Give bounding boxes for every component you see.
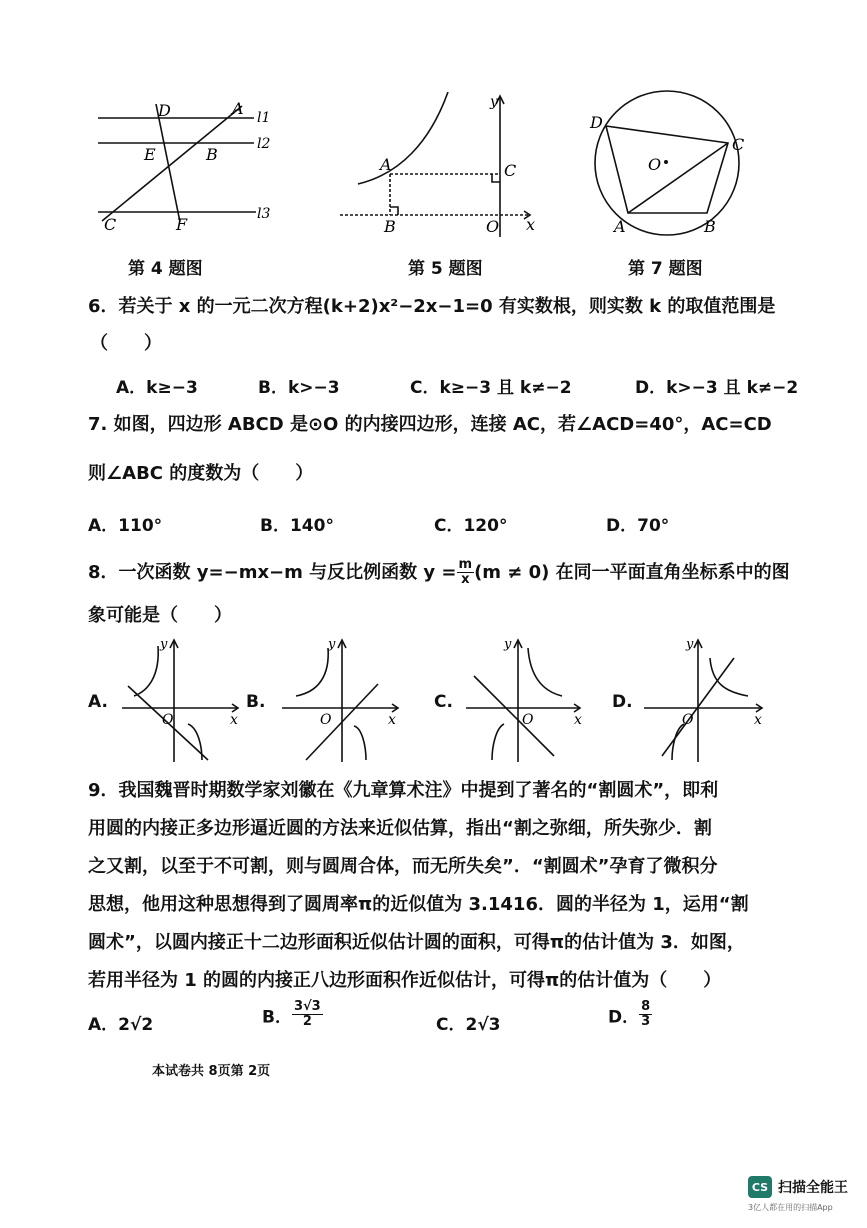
label-C: C <box>732 135 745 154</box>
scanner-watermark <box>748 1176 848 1212</box>
label-l1: l1 <box>257 110 271 126</box>
q9-line-3: 之又割，以至于不可割，则与圆周合体，而无所失矣”．“割圆术”孕育了微积分 <box>88 856 718 877</box>
q8-graph-b <box>278 636 408 766</box>
q7-option-a: A．110° <box>88 516 163 536</box>
q8-graph-c <box>462 636 592 766</box>
svg-text:O: O <box>522 712 534 728</box>
figure-5-function-graph <box>340 92 550 242</box>
q9-line-1: 9．我国魏晋时期数学家刘徽在《九章算术注》中提到了著名的“割圆术”，即利 <box>88 780 719 801</box>
q8-fraction <box>457 558 475 588</box>
q6-option-d: D．k>−3 且 k≠−2 <box>635 378 799 398</box>
q9-line-5: 圆术”，以圆内接正十二边形面积近似估计圆的面积，可得π的估计值为 3．如图， <box>88 932 745 953</box>
label-B: B <box>704 217 716 236</box>
q7-option-c: C．120° <box>434 516 508 536</box>
svg-text:y: y <box>160 637 168 652</box>
q6-option-a: A．k≥−3 <box>116 378 198 398</box>
label-C: C <box>104 215 117 234</box>
label-D: D <box>158 101 171 120</box>
label-l3: l3 <box>257 206 271 222</box>
q9-line-4: 思想，他用这种思想得到了圆周率π的近似值为 3.1416．圆的半径为 1，运用“割 <box>88 894 749 915</box>
svg-text:y: y <box>686 637 694 652</box>
label-C: C <box>504 161 517 180</box>
svg-text:y: y <box>328 637 336 652</box>
q8-graph-a <box>118 636 248 766</box>
label-A: A <box>232 99 244 118</box>
brand-tagline: 3亿人都在用的扫描App <box>748 1203 833 1212</box>
figure-7-inscribed-quadrilateral <box>580 86 760 242</box>
page-footer: 本试卷共 8页第 2页 <box>152 1064 271 1079</box>
q8-question: 象可能是（ ） <box>88 605 232 626</box>
q8-option-a-label: A. <box>88 692 108 712</box>
label-F: F <box>176 215 188 234</box>
brand-name: 扫描全能王 <box>778 1180 848 1196</box>
figure-5-caption: 第 5 题图 <box>408 259 483 279</box>
q6-bracket: （ ） <box>90 333 162 354</box>
figure-7-caption: 第 7 题图 <box>628 259 703 279</box>
q8-stem-part-a: 8．一次函数 y=−mx−m 与反比例函数 y = <box>88 561 457 583</box>
q7-stem: 7. 如图，四边形 ABCD 是⊙O 的内接四边形，连接 AC，若∠ACD=40°，AC=CD <box>88 414 772 435</box>
q8-option-d-label: D. <box>612 692 633 712</box>
svg-text:x: x <box>574 712 582 728</box>
q8-option-b-label: B. <box>246 692 266 712</box>
q9-option-b: B． $\frac{3√3}{2}$ <box>262 999 321 1030</box>
figure-4-caption: 第 4 题图 <box>128 259 203 279</box>
label-O: O <box>648 155 662 174</box>
q6-stem: 6．若关于 x 的一元二次方程(k+2)x²−2x−1=0 有实数根，则实数 k 的取值范围是 <box>88 296 776 317</box>
label-A: A <box>614 217 626 236</box>
label-l2: l2 <box>257 136 271 152</box>
q9-line-2: 用圆的内接正多边形逼近圆的方法来近似估算，指出“割之弥细，所失弥少．割 <box>88 818 712 839</box>
label-y: y <box>490 94 498 110</box>
q9-option-d: D． $\frac{8}{3}$ <box>608 999 651 1030</box>
q9-paragraph <box>88 772 788 1000</box>
q9-option-a: A．2√2 <box>88 1015 154 1035</box>
svg-text:O: O <box>320 712 332 728</box>
svg-text:y: y <box>504 637 512 652</box>
label-A: A <box>380 155 392 174</box>
q8-frac-num: m <box>458 557 473 572</box>
q8-frac-den: x <box>461 572 470 588</box>
label-B: B <box>206 145 218 164</box>
svg-text:O: O <box>682 712 694 728</box>
q8-graph-d <box>640 636 770 766</box>
label-D: D <box>590 113 603 132</box>
svg-text:x: x <box>230 712 238 728</box>
label-O: O <box>486 217 500 236</box>
camscanner-logo-icon: CS <box>748 1176 772 1198</box>
q9-option-c: C．2√3 <box>436 1015 501 1035</box>
q7-option-b: B．140° <box>260 516 334 536</box>
svg-text:O: O <box>162 712 174 728</box>
q7-option-d: D．70° <box>606 516 670 536</box>
label-E: E <box>144 145 156 164</box>
svg-text:x: x <box>388 712 396 728</box>
label-x: x <box>526 215 536 234</box>
q9-line-6: 若用半径为 1 的圆的内接正八边形面积作近似估计，可得π的估计值为（ ） <box>88 970 722 991</box>
label-B: B <box>384 217 396 236</box>
figure-4-parallel-lines <box>92 96 292 236</box>
q8-option-c-label: C. <box>434 692 453 712</box>
q8-stem-part-b: (m ≠ 0) 在同一平面直角坐标系中的图 <box>474 561 790 583</box>
q7-question: 则∠ABC 的度数为（ ） <box>88 463 314 484</box>
q6-option-b: B．k>−3 <box>258 378 340 398</box>
q8-stem <box>88 558 790 588</box>
q6-option-c: C．k≥−3 且 k≠−2 <box>410 378 572 398</box>
svg-text:x: x <box>754 712 762 728</box>
